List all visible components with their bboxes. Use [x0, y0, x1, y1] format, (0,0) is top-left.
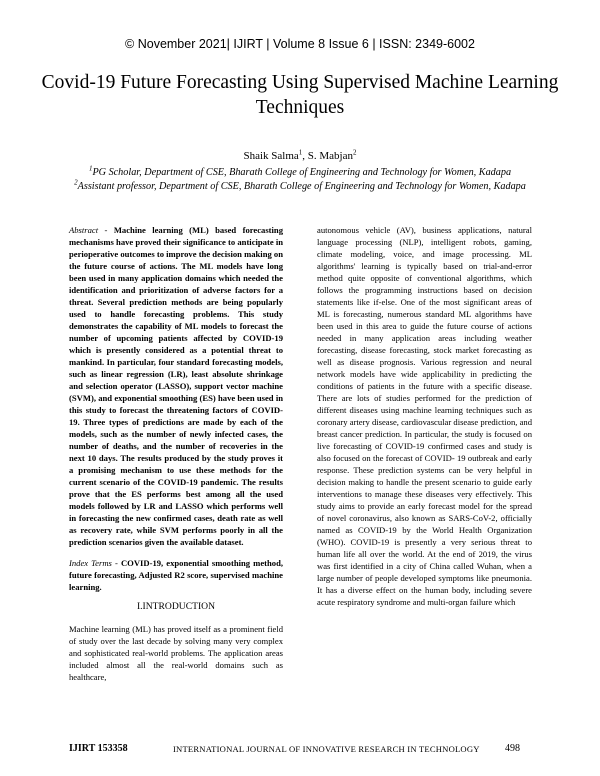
- index-terms-lead: Index Terms -: [69, 558, 121, 568]
- index-terms-text: COVID-19, exponential smoothing method, future forecasting, Adjusted R2 score, supervised machine learning.: [69, 558, 284, 592]
- affiliation: [60, 166, 540, 180]
- affiliation-text: PG Scholar, Department of CSE, Bharath College of Engineering and Technology for Women, Kadapa: [92, 167, 512, 178]
- index-terms: [69, 557, 283, 593]
- author-affil-mark: 2: [353, 148, 357, 157]
- affiliation-text: Assistant professor, Department of CSE, Bharath College of Engineering and Technology for Women, Kadapa: [77, 181, 526, 192]
- right-column: [317, 224, 532, 608]
- affiliation: [60, 180, 540, 194]
- intro-paragraph-continued: autonomous vehicle (AV), business applications, natural language processing (NLP), intelligent robots, gaming, climate modeling, voice, and image processing. ML algorithms' learning is typically based on trial-and-error method quite opposite of conventional algorithms, which follows the programming instructions based on decision statements like if-else. One of the most significant areas of ML is forecasting, numerous standard ML algorithms have been used in this area to guide the future course of actions needed in many application areas including weather forecasting, disease forecasting, stock market forecasting as well as disease prognosis. Various regression and neural network models have wide applicability in predicting the conditions of patients in the future with a specific disease. There are lots of studies performed for the prediction of different diseases using machine learning techniques such as coronary artery disease, cardiovascular disease prediction, and breast cancer prediction. In particular, the study is focused on live forecasting of COVID-19 confirmed cases and study is also focused on the forecast of COVID- 19 outbreak and early response. These prediction systems can be very helpful in decision making to handle the present scenario to guide early interventions to manage these diseases very effectively. This study aims to provide an early forecast model for the spread of novel coronavirus, also known as SARS-CoV-2, officially named as COVID-19 by the World Health Organization (WHO). COVID-19 is presently a very serious threat to human life all over the world. At the end of 2019, the virus was first identified in a city of China called Wuhan, when a large number of people developed symptoms like pneumonia. It has a diverse effect on the human body, including severe acute respiratory syndrome and multi-organ failure which: [317, 225, 532, 607]
- journal-header: © November 2021| IJIRT | Volume 8 Issue 6 | ISSN: 2349-6002: [125, 37, 475, 51]
- affiliation-mark: 2: [74, 178, 78, 187]
- author-affil-mark: 1: [298, 148, 303, 157]
- author-name: Shaik Salma: [243, 150, 299, 162]
- abstract-lead: Abstract -: [69, 225, 114, 235]
- paper-id: IJIRT 153358: [69, 743, 128, 754]
- paper-title: Covid-19 Future Forecasting Using Supervised Machine Learning Techniques: [41, 72, 559, 118]
- affiliation-mark: 1: [88, 164, 93, 173]
- author-name: S. Mabjan: [307, 150, 354, 162]
- intro-paragraph-start: Machine learning (ML) has proved itself as a prominent field of study over the last decade by solving many very complex and sophisticated real-world problems. The application areas included almost all the real-world domains such as healthcare,: [69, 624, 283, 682]
- left-column: [69, 224, 283, 683]
- abstract: [69, 224, 283, 548]
- author-list: [0, 150, 600, 162]
- author-separator: ,: [302, 150, 308, 162]
- journal-name: INTERNATIONAL JOURNAL OF INNOVATIVE RESEARCH IN TECHNOLOGY: [173, 744, 480, 754]
- section-heading: I.INTRODUCTION: [136, 601, 216, 612]
- abstract-text: Machine learning (ML) based forecasting mechanisms have proved their significance to anticipate in perioperative outcomes to improve the decision making on the future course of actions. The ML models have long been used in many application domains which needed the identification and prioritization of adverse factors for a threat. Several prediction methods are being popularly used to handle forecasting problems. This study demonstrates the capability of ML models to forecast the number of upcoming patients affected by COVID-19 which is presently considered as a potential threat to mankind. In particular, four standard forecasting models, such as linear regression (LR), least absolute shrinkage and selection operator (LASSO), support vector machine (SVM), and exponential smoothing (ES) have been used in this study to forecast the threatening factors of COVID-19. Three types of predictions are made by each of the models, such as the number of newly infected cases, the number of deaths, and the number of recoveries in the next 10 days. The results produced by the study proves it a promising mechanism to use these methods for the current scenario of the COVID-19 pandemic. The results prove that the ES performs best among all the used models followed by LR and LASSO which performs well in forecasting the new confirmed cases, death rate as well as recovery rate, while SVM performs poorly in all the prediction scenarios given the available dataset.: [69, 225, 283, 547]
- page-number: 498: [505, 743, 520, 754]
